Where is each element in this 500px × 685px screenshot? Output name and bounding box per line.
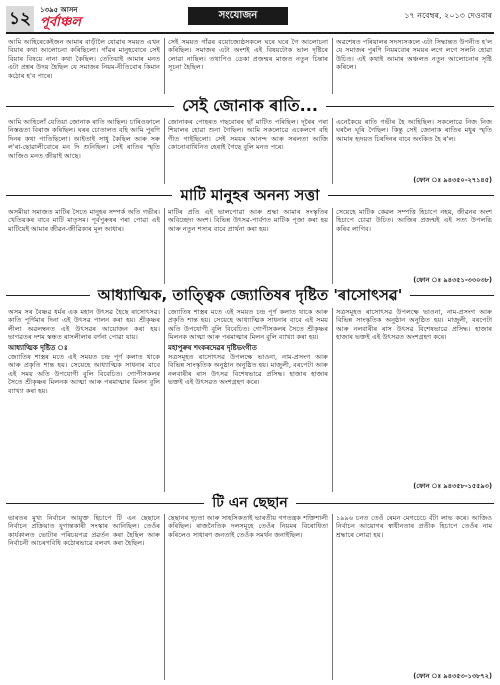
article-4-column-2: ছেছানৰ দৃঢ়তা আৰু সাহসিকতাই ভাৰতীয় গণতন্ত্ৰক শক্তিশালী কৰিছিল। ৰাজনৈতিক দলসমূহে তেওঁৰ নিয়মৰ বিৰোধিতা কৰিলেও সাধাৰণ জনতাই তেওঁক সমৰ্থন জনাইছিল। — [168, 514, 328, 539]
article-2-headline — [6, 186, 494, 204]
article-2-column-2: মাটিৰ প্ৰতি এই ভালপোৱা আৰু শ্ৰদ্ধা আমাৰ সংস্কৃতিৰ অবিচ্ছেদ্য অংশ। বিভিন্ন উৎসৱ-পাৰ্বণত মাটিক পূজা কৰা হয় আৰু নতুন শস্যৰ বাবে প্ৰাৰ্থনা কৰা হয়। — [168, 208, 328, 233]
logo-main-text: পূর্বাঞ্চল — [40, 15, 81, 30]
article-1-column-3: এনেকৈয়ে ৰাতি গভীৰ হৈ আহিছিল। সকলোৱে নিজ নিজ ঘৰলৈ ঘূৰি গৈছিল। কিন্তু সেই জোনাক ৰাতিৰ মধুৰ স্মৃতি আমাৰ হৃদয়ত চিৰদিনৰ বাবে অংকিত হৈ ৰ'ল। — [336, 118, 492, 143]
page-header — [0, 0, 500, 34]
article-3-headline — [6, 286, 494, 304]
article-1-title: সেই জোনাক ৰাতি... — [174, 96, 326, 115]
article-4-phone: (ফোন ঃ ৯৪৩৫৩-১৩৮৭২) — [413, 672, 492, 680]
article-3-phone: (ফোন ঃ ৯৪৩৫৮-১৫৫৯৩) — [413, 482, 492, 490]
article-1-column-2: জোনাকৰ পোহৰত গছবোৰৰ ছাঁ মাটিত পৰিছিল। দূৰৈৰ পৰা শিয়ালৰ হোৱা শুনা গৈছিল। আমি সকলোৱে একেলগে বহি গীত গাইছিলো। সেই সময়ৰ আনন্দ আৰু সৰলতা আজি কোনোবাখিনিত হেৰাই গৈছে বুলি মনত পৰে। — [168, 118, 328, 152]
column-divider — [332, 38, 333, 94]
article-3-column-1 — [8, 308, 160, 492]
article-3-text-1b: জ্যোতিষ শাস্ত্ৰৰ মতে এই সময়ত চন্দ্ৰ পূৰ্ণ কলাত থাকে আৰু প্ৰকৃতি শান্ত হয়। সেয়েহে আধ্যাত্মিক সাধনাৰ বাবে এই সময় অতি উপযোগী বুলি বিবেচিত। গোপীসকলৰ সৈতে শ্ৰীকৃষ্ণৰ মিলনক আত্মা আৰু পৰমাত্মাৰ মিলন বুলি ব্যাখ্যা কৰা হয়। — [8, 353, 160, 395]
intro-column-1: আমি আহিৰেকেইজন আমাৰ বাড়ীলৈ যোৱাৰ সময়ত এখন বিয়াৰ কথা আলোচনা কৰিছিলো। গাঁৱৰ মানুহবোৰে সেই বিয়াৰ বিষয়ে নানা কথা কৈছিল। তেতিয়াই আমাৰ মনত এটা প্ৰশ্নৰ উদয় হৈছিল যে সমাজৰ নিয়ম-নীতিবোৰ কিমান কঠোৰ হ'ব পাৰে। — [8, 38, 160, 80]
intro-column-3: অৱশেষত পৰিয়ালৰ সদস্যসকলে এটা সিদ্ধান্তত উপনীত হ'ল যে সমাজৰ পুৰণি নিয়মবোৰ সময়ৰ লগে লগে সলনি হোৱা উচিত। এই কথাই আমাৰ অঞ্চলত নতুন আলোচনাৰ সৃষ্টি কৰিলে। — [336, 38, 492, 72]
article-3-subheading-1: আধ্যাত্মিক দৃষ্টিত ঃ — [8, 343, 68, 352]
article-2-column-3: সেয়েহে মাটিক কেৱল সম্পত্তি হিচাপে নহয়, জীৱনৰ অংশ হিচাপে চোৱা উচিত। আজিৰ প্ৰজন্মই এই সত্য উপলব্ধি কৰিব লাগিব। — [336, 208, 492, 233]
article-2-signature-wrap — [336, 276, 492, 285]
article-3-signature-wrap — [336, 482, 492, 491]
column-divider — [332, 308, 333, 492]
article-3-column-3: সত্ৰসমূহত ৰাসোৎসৱ উপলক্ষে ভাওনা, নাম-প্ৰসংগ আৰু বিভিন্ন সাংস্কৃতিক অনুষ্ঠান অনুষ্ঠিত হয়। মাজুলী, বৰপেটা আৰু নলবাৰীৰ ৰাস উৎসৱ বিশেষভাৱে প্ৰসিদ্ধ। হাজাৰ হাজাৰ ভক্তই এই উৎসৱত অংশগ্ৰহণ কৰে। — [336, 308, 492, 342]
column-divider — [332, 514, 333, 680]
intro-column-2: সেই সময়ত গাঁৱৰ বয়োজ্যেষ্ঠসকলে ঘৰে ঘৰে গৈ আলোচনা কৰিছিল। সমাজৰ এটা অংশই এই বিষয়টোক ভাল দৃষ্টিৰে লোৱা নাছিল। তথাপিও ডেকা প্ৰজন্মৰ মাজত নতুন চিন্তাৰ সূচনা হৈছিল। — [168, 38, 328, 72]
article-4-headline — [6, 495, 494, 511]
issue-date: ১৭ নবেম্বৰ, ২০১৩ দেওবাৰ — [404, 11, 492, 20]
column-divider — [164, 208, 165, 284]
column-divider — [332, 118, 333, 184]
article-4-column-3: ১৯৯৬ চনত তেওঁ ৰেমন মেগচেচে বঁটা লাভ কৰে। আজিও নিৰ্বাচন আয়োগৰ স্বাধীনতাৰ প্ৰতীক হিচাপে তেওঁৰ নাম শ্ৰদ্ধাৰে লোৱা হয়। — [336, 514, 492, 539]
article-2-column-1: অসমীয়া সমাজত মাটিৰ সৈতে মানুহৰ সম্পৰ্ক অতি গভীৰ। খেতিয়কৰ বাবে মাটি মাতৃসম। পূৰ্বপুৰুষৰ পৰা পোৱা এই মাটিয়েই আমাৰ জীৱন-জীৱিকাৰ মূল আধাৰ। — [8, 208, 160, 233]
article-1-column-1: আমি আহিলোঁ যেতিয়া জোনাক ৰাতি আছিল। চাৰিওফালে নিস্তব্ধতা বিৰাজ কৰিছিল। ঘৰৰ চোতালত বহি আমি পুৰণি দিনৰ কথা পাতিছিলো। আইতাই সাধু কৈছিল আৰু সৰু ল'ৰা-ছোৱালীবোৰে মন দি শুনিছিল। সেই ৰাতিৰ স্মৃতি আজিও মনত জীয়াই আছে। — [8, 118, 160, 160]
column-divider — [164, 514, 165, 680]
article-1-phone: (ফোন ঃ ৯৪৩৫০-২৭১৪৫) — [413, 176, 492, 184]
newspaper-logo — [40, 4, 106, 32]
column-divider — [164, 38, 165, 94]
article-4-column-1: ভাৰতৰ মুখ্য নিৰ্বাচন আয়ুক্ত হিচাপে টি এন ছেছানে নিৰ্বাচন প্ৰক্ৰিয়াত যুগান্তকাৰী সংস্কাৰ আনিছিল। তেওঁৰ কাৰ্যকালত ভোটাৰ পৰিচয়পত্ৰ প্ৰৱৰ্তন কৰা হৈছিল আৰু নিৰ্বাচনী আচৰণবিধি কঠোৰভাৱে বলবৎ কৰা হৈছিল। — [8, 514, 160, 548]
article-3-title: আধ্যাত্মিক, তাত্ত্বিক জ্যোতিষৰ দৃষ্টিত 'ৰাসোৎসৱ' — [90, 286, 411, 304]
article-3-column-2 — [168, 308, 328, 492]
section-title: সংযোজন — [188, 7, 288, 25]
article-3-text-2: জ্যোতিষ শাস্ত্ৰৰ মতে এই সময়ত চন্দ্ৰ পূৰ্ণ কলাত থাকে আৰু প্ৰকৃতি শান্ত হয়। সেয়েহে আধ্যাত্মিক সাধনাৰ বাবে এই সময় অতি উপযোগী বুলি বিবেচিত। গোপীসকলৰ সৈতে শ্ৰীকৃষ্ণৰ মিলনক আত্মা আৰু পৰমাত্মাৰ মিলন বুলি ব্যাখ্যা কৰা হয়। — [168, 308, 328, 342]
column-divider — [164, 308, 165, 492]
header-rule — [6, 32, 494, 34]
article-4-signature-wrap — [336, 672, 492, 681]
page-number: ১২ — [6, 6, 34, 32]
article-1-headline — [6, 96, 494, 116]
article-2-title: মাটি মানুহৰ অনন্য সত্তা — [172, 186, 327, 204]
logo-top-text: ১৩৯৫ আসন — [40, 6, 78, 14]
article-4-title: টি এন ছেছান — [204, 495, 295, 511]
column-divider — [332, 208, 333, 284]
article-1-signature-wrap — [336, 176, 492, 185]
column-divider — [164, 118, 165, 184]
article-3-text-1: অসম সৰ বৈষ্ণৱ ধৰ্মৰ এক মহান উৎসৱ হৈছে ৰাসোৎসৱ। কাতি পূৰ্ণিমাৰ দিনা এই উৎসৱ পালন কৰা হয়। শ্ৰীকৃষ্ণৰ লীলা অৱলম্বনত এই উৎসৱৰ আয়োজন কৰা হয়। ভাগৱতৰ দশম স্কন্ধত ৰাসলীলাৰ বৰ্ণনা পোৱা যায়। — [8, 308, 160, 342]
article-3-subheading-2: মহাপুৰুষ শংকৰদেৱৰ দৃষ্টিভংগীত — [168, 343, 257, 352]
article-2-phone: (ফোন ঃ ৯৪৩৫১-৩৩০৩৮) — [413, 276, 492, 284]
article-3-text-2b: সত্ৰসমূহত ৰাসোৎসৱ উপলক্ষে ভাওনা, নাম-প্ৰসংগ আৰু বিভিন্ন সাংস্কৃতিক অনুষ্ঠান অনুষ্ঠিত হয়। মাজুলী, বৰপেটা আৰু নলবাৰীৰ ৰাস উৎসৱ বিশেষভাৱে প্ৰসিদ্ধ। হাজাৰ হাজাৰ ভক্তই এই উৎসৱত অংশগ্ৰহণ কৰে। — [168, 353, 328, 387]
